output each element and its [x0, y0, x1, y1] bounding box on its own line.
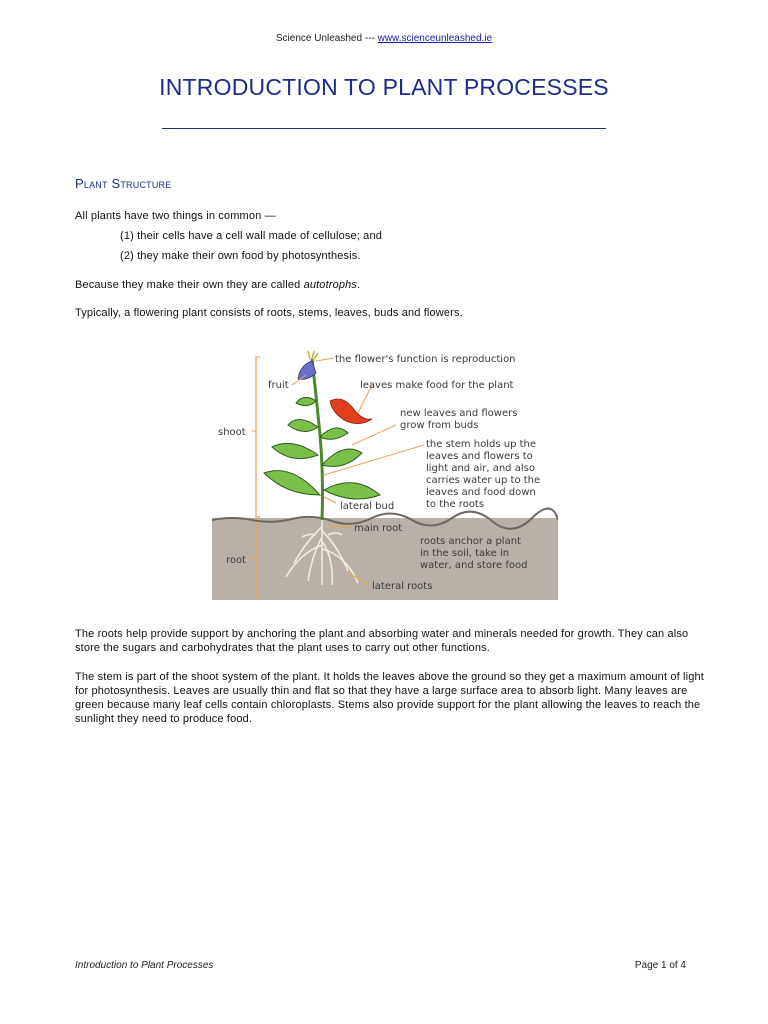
- header-url-link[interactable]: www.scienceunleashed.ie: [377, 33, 493, 44]
- plant-structure-diagram: [212, 345, 558, 600]
- label-anchor-1: roots anchor a plant: [420, 536, 521, 547]
- label-stem-5: leaves and food down: [426, 487, 536, 498]
- label-stem-4: carries water up to the: [426, 475, 541, 486]
- label-stem-1: the stem holds up the: [426, 439, 537, 450]
- section-heading: Plant Structure: [75, 176, 172, 191]
- intro-text: All plants have two things in common —: [75, 210, 276, 222]
- label-leaves: leaves make food for the plant: [360, 380, 514, 391]
- list-item: (1) their cells have a cell wall made of cellulose; and: [120, 230, 382, 242]
- roots-paragraph: The roots help provide support by anchoring the plant and absorbing water and minerals needed for growth. They can also store the sugars and carbohydrates that the plant uses to carry out other functions.: [75, 628, 689, 654]
- autotroph-term: autotrophs: [303, 279, 358, 291]
- label-lateral-bud: lateral bud: [340, 501, 395, 512]
- label-lateral-roots: lateral roots: [372, 581, 433, 592]
- list-item: (2) they make their own food by photosynthesis.: [120, 250, 361, 262]
- autotroph-prefix: Because they make their own they are called: [75, 279, 304, 291]
- flower-stamens: [308, 351, 318, 359]
- footer-document-name: Introduction to Plant Processes: [75, 960, 214, 971]
- label-stem-3: light and air, and also: [426, 463, 535, 474]
- page-header: [0, 33, 768, 44]
- plant-diagram-svg: [212, 345, 558, 600]
- label-stem-6: to the roots: [426, 499, 485, 510]
- footer-page-number: Page 1 of 4: [634, 960, 686, 971]
- label-root: root: [226, 555, 247, 566]
- label-anchor-3: water, and store food: [420, 560, 528, 571]
- title-underline: [162, 128, 606, 129]
- stem: [312, 359, 323, 520]
- label-main-root: main root: [354, 523, 403, 534]
- label-shoot: shoot: [218, 427, 246, 438]
- label-fruit: fruit: [268, 380, 289, 391]
- header-separator: ---: [362, 33, 378, 44]
- autotroph-suffix: .: [357, 279, 361, 291]
- label-buds-2: grow from buds: [400, 420, 479, 431]
- stem-paragraph: The stem is part of the shoot system of the plant. It holds the leaves above the ground so they get a maximum amount of light for photosynthesis. Leaves are usually thin and flat so that they have a large surface area to absorb light. Many leaves are green because many leaf cells contain chloroplasts. Stems also provide support for the plant allowing the leaves to reach the sunlight they need to produce food.: [75, 671, 704, 725]
- autotroph-sentence: [75, 278, 360, 292]
- document-title: INTRODUCTION TO PLANT PROCESSES: [159, 74, 609, 100]
- fruit-shape: [330, 399, 372, 424]
- label-stem-2: leaves and flowers to: [426, 451, 533, 462]
- label-anchor-2: in the soil, take in: [420, 548, 510, 559]
- label-flower: the flower's function is reproduction: [335, 354, 516, 365]
- typical-plant-text: Typically, a flowering plant consists of roots, stems, leaves, buds and flowers.: [75, 307, 463, 319]
- label-buds-1: new leaves and flowers: [400, 408, 518, 419]
- header-site-name: Science Unleashed: [275, 33, 363, 44]
